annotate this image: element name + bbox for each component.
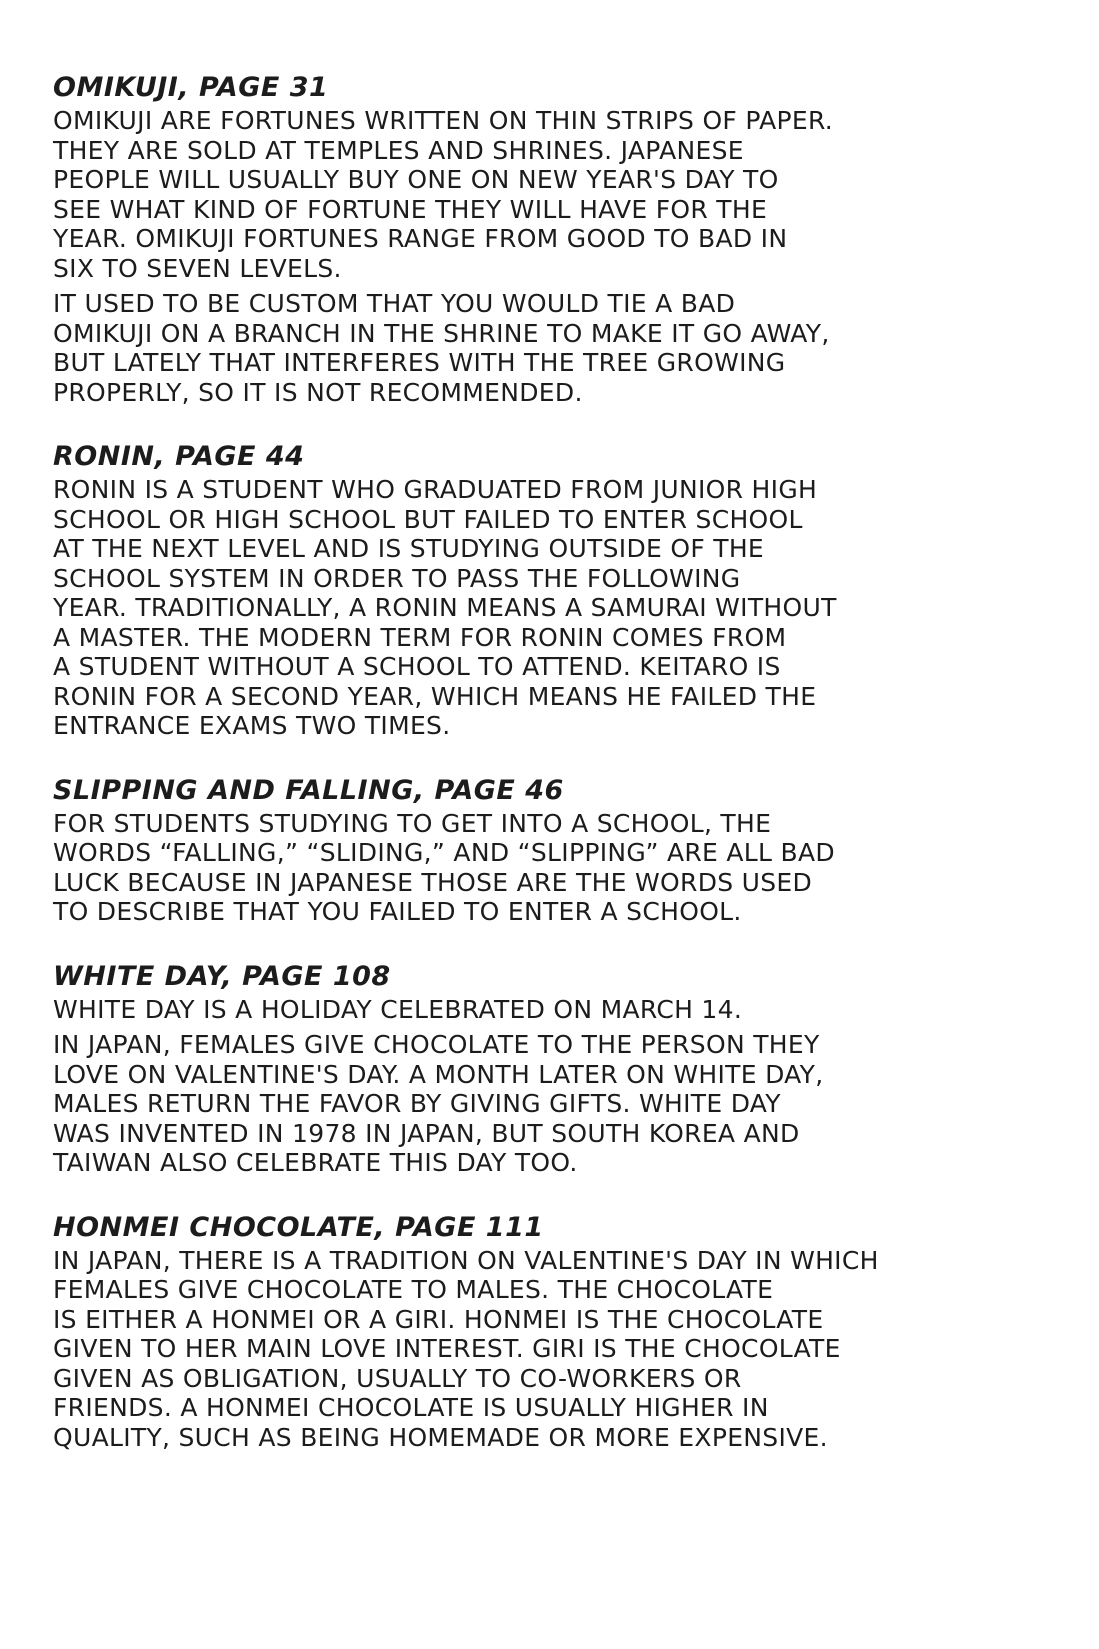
note-slipping-and-falling <box>53 773 1063 927</box>
note-title: HONMEI CHOCOLATE, PAGE 111 <box>53 1211 544 1243</box>
note-omikuji <box>53 70 1063 407</box>
note-paragraph: RONIN IS A STUDENT WHO GRADUATED FROM JUNIOR HIGH SCHOOL OR HIGH SCHOOL BUT FAILED TO ENTER SCHOOL AT THE NEXT LEVEL AND IS STUDYING OUTSIDE OF THE SCHOOL SYSTEM IN ORDER TO PASS THE FOLLOWING YEAR. TRADITIONALLY, A RONIN MEANS A SAMURAI WITHOUT A MASTER. THE MODERN TERM FOR RONIN COMES FROM A STUDENT WITHOUT A SCHOOL TO ATTEND. KEITARO IS RONIN FOR A SECOND YEAR, WHICH MEANS HE FAILED THE ENTRANCE EXAMS TWO TIMES. <box>53 475 837 740</box>
note-title: SLIPPING AND FALLING, PAGE 46 <box>53 774 564 806</box>
note-honmei-chocolate <box>53 1210 1063 1453</box>
note-white-day <box>53 959 1063 1178</box>
translation-notes-page <box>53 70 1063 1452</box>
note-ronin <box>53 439 1063 741</box>
note-paragraph: IN JAPAN, THERE IS A TRADITION ON VALENTINE'S DAY IN WHICH FEMALES GIVE CHOCOLATE TO MALES. THE CHOCOLATE IS EITHER A HONMEI OR A GIRI. HONMEI IS THE CHOCOLATE GIVEN TO HER MAIN LOVE INTEREST. GIRI IS THE CHOCOLATE GIVEN AS OBLIGATION, USUALLY TO CO-WORKERS OR FRIENDS. A HONMEI CHOCOLATE IS USUALLY HIGHER IN QUALITY, SUCH AS BEING HOMEMADE OR MORE EXPENSIVE. <box>53 1245 879 1452</box>
note-paragraph: FOR STUDENTS STUDYING TO GET INTO A SCHOOL, THE WORDS “FALLING,” “SLIDING,” AND “SLIPPING” ARE ALL BAD LUCK BECAUSE IN JAPANESE THOSE ARE THE WORDS USED TO DESCRIBE THAT YOU FAILED TO ENTER A SCHOOL. <box>53 808 835 926</box>
note-paragraph: IT USED TO BE CUSTOM THAT YOU WOULD TIE A BAD OMIKUJI ON A BRANCH IN THE SHRINE TO MAKE IT GO AWAY, BUT LATELY THAT INTERFERES WITH THE TREE GROWING PROPERLY, SO IT IS NOT RECOMMENDED. <box>53 289 830 407</box>
note-paragraph: OMIKUJI ARE FORTUNES WRITTEN ON THIN STRIPS OF PAPER. THEY ARE SOLD AT TEMPLES AND SHRINES. JAPANESE PEOPLE WILL USUALLY BUY ONE ON NEW YEAR'S DAY TO SEE WHAT KIND OF FORTUNE THEY WILL HAVE FOR THE YEAR. OMIKUJI FORTUNES RANGE FROM GOOD TO BAD IN SIX TO SEVEN LEVELS. <box>53 106 834 283</box>
note-title: WHITE DAY, PAGE 108 <box>53 960 391 992</box>
note-title: OMIKUJI, PAGE 31 <box>53 72 329 103</box>
note-paragraph: IN JAPAN, FEMALES GIVE CHOCOLATE TO THE PERSON THEY LOVE ON VALENTINE'S DAY. A MONTH LATER ON WHITE DAY, MALES RETURN THE FAVOR BY GIVING GIFTS. WHITE DAY WAS INVENTED IN 1978 IN JAPAN, BUT SOUTH KOREA AND TAIWAN ALSO CELEBRATE THIS DAY TOO. <box>53 1030 824 1177</box>
note-title: RONIN, PAGE 44 <box>53 441 305 472</box>
note-paragraph: WHITE DAY IS A HOLIDAY CELEBRATED ON MARCH 14. <box>53 994 743 1024</box>
